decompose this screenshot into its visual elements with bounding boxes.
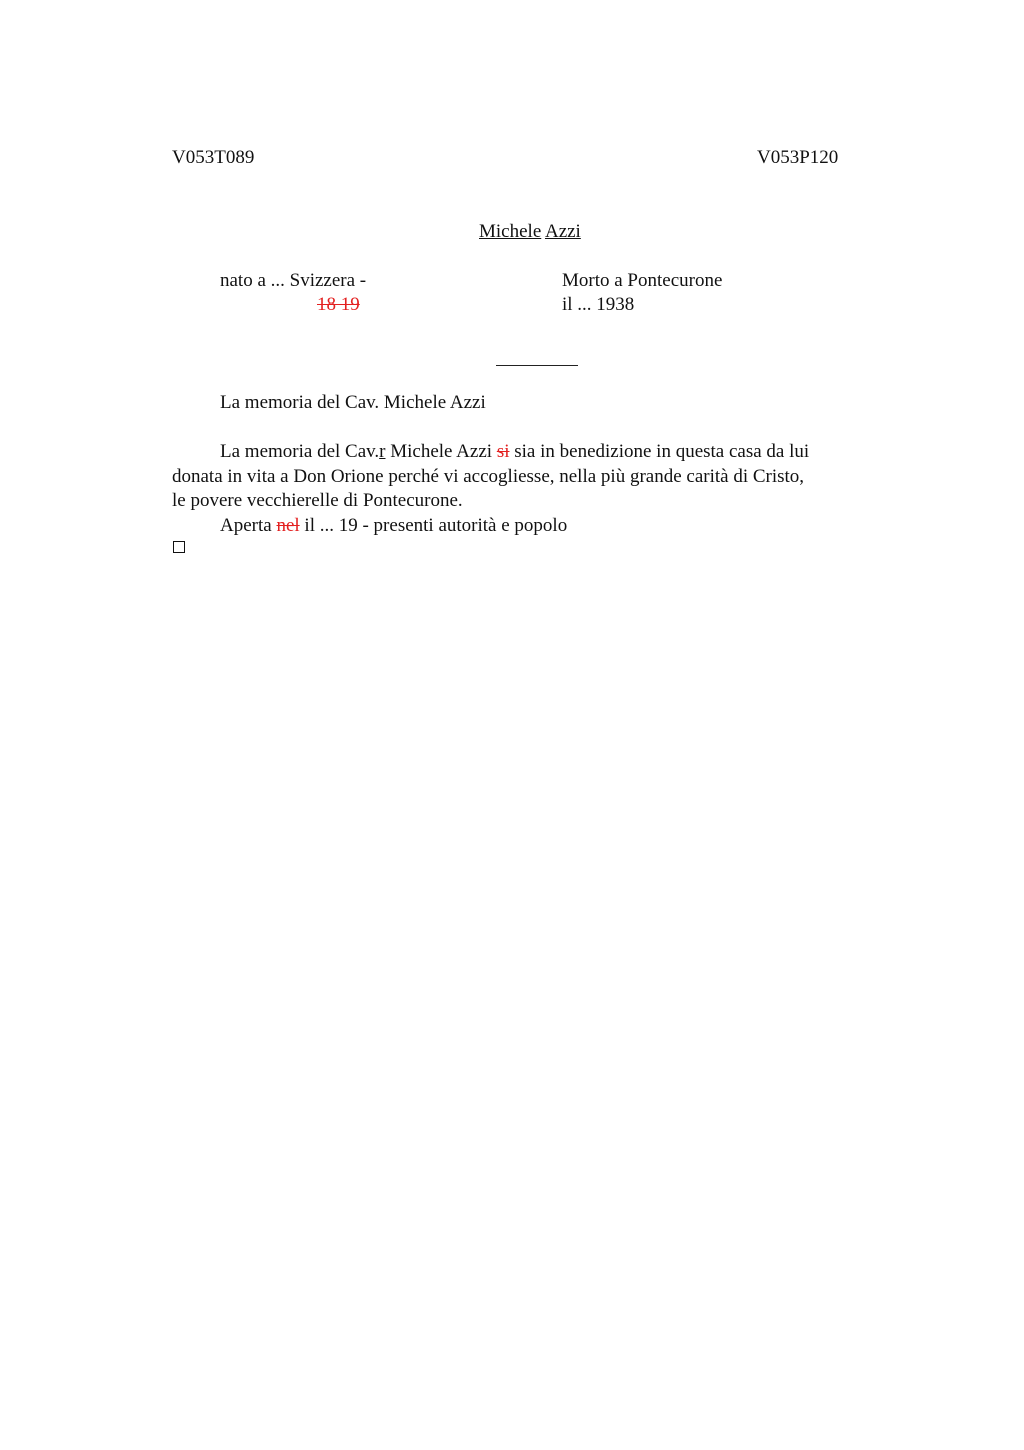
superscript-r: r	[379, 441, 386, 462]
separator-line	[496, 365, 578, 366]
title-last-name: Azzi	[544, 221, 581, 242]
paragraph-line-1: La memoria del Cav.r Michele Azzi si sia in benedizione in questa casa da lui	[220, 441, 810, 462]
document-code-right: V053P120	[757, 147, 839, 168]
birth-years-deleted: 18 19	[317, 294, 360, 315]
paragraph-line-2: donata in vita a Don Orione perché vi accogliesse, nella più grande carità di Cristo,	[172, 465, 805, 487]
memorial-paragraph	[172, 440, 872, 538]
paragraph-line-3: le povere vecchierelle di Pontecurone.	[172, 490, 463, 511]
document-code-left: V053T089	[172, 147, 255, 168]
title-first-name: Michele	[479, 221, 542, 242]
section-heading: La memoria del Cav. Michele Azzi	[220, 392, 486, 413]
death-date: il ... 1938	[562, 294, 635, 315]
paragraph-line-4: Aperta nel il ... 19 - presenti autorità e popolo	[220, 514, 568, 536]
death-place: Morto a Pontecurone	[562, 270, 723, 291]
deleted-word-nel: nel	[276, 514, 300, 536]
checkbox-square-icon	[173, 541, 185, 553]
page-title	[479, 220, 581, 244]
birth-place: nato a ... Svizzera -	[220, 270, 367, 291]
deleted-word-si: si	[496, 441, 510, 462]
